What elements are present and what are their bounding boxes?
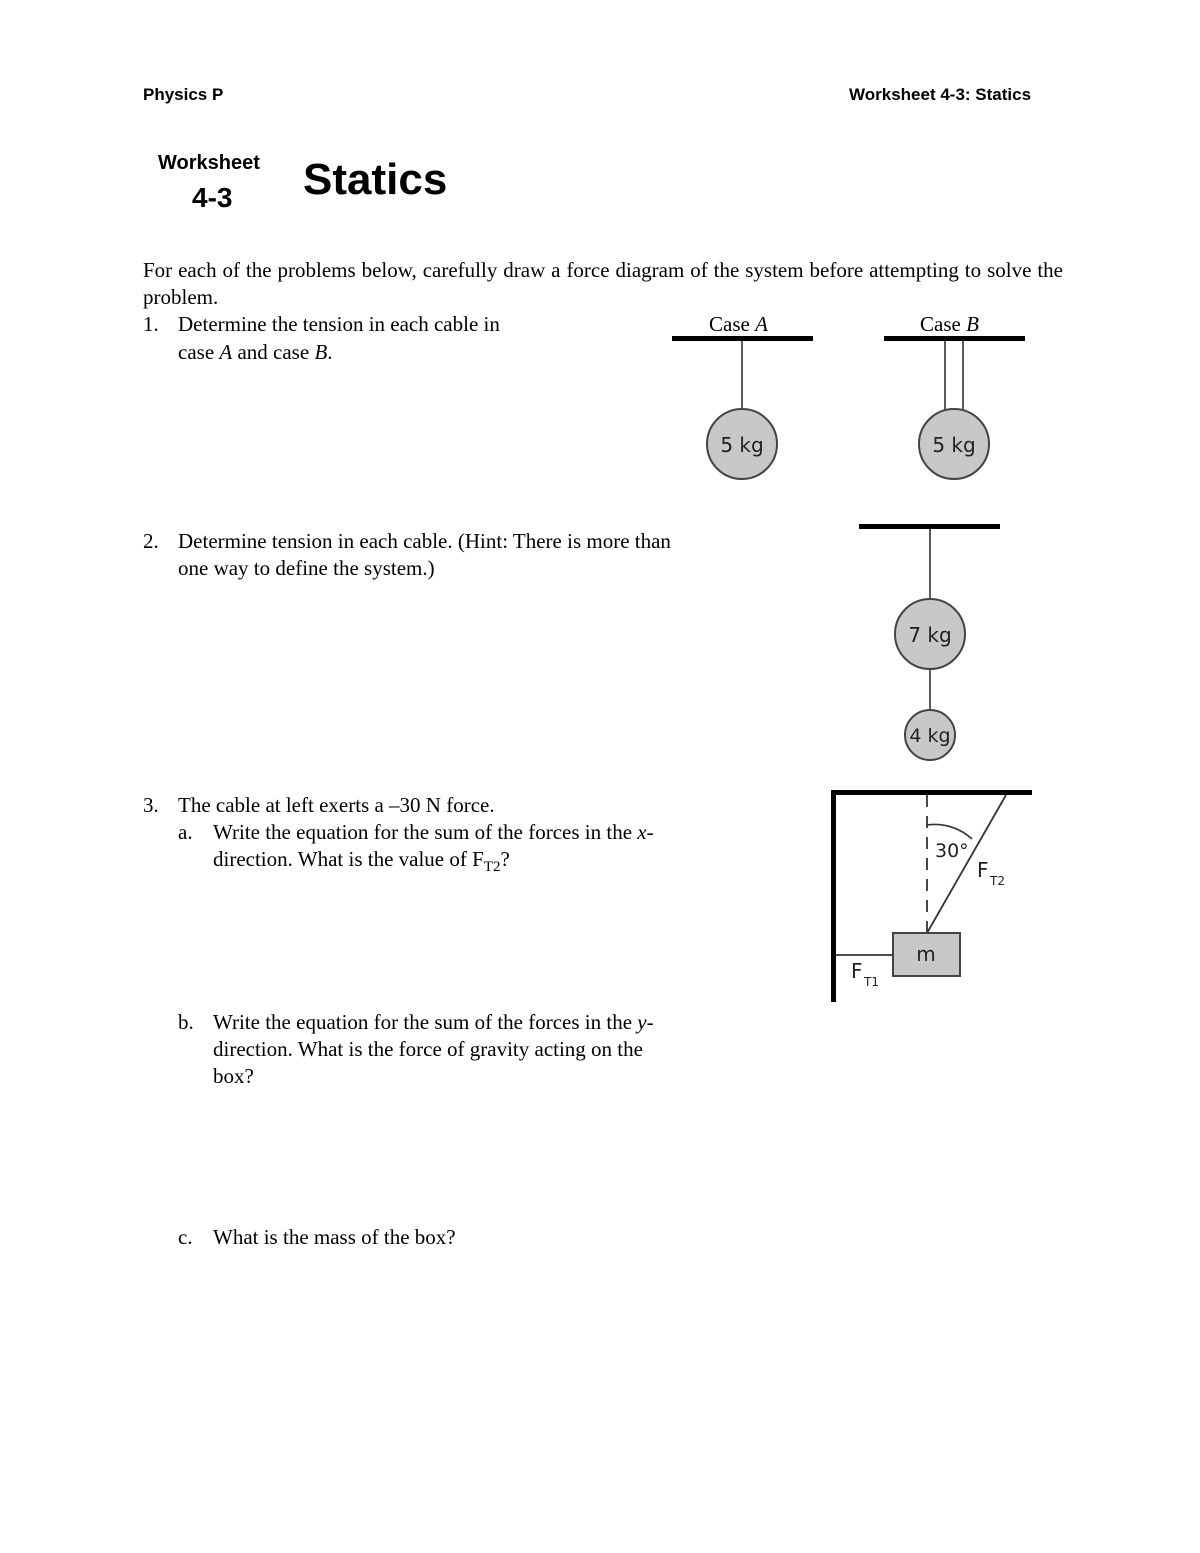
part-a-qmark: ? [500, 847, 510, 871]
part-c-letter: c. [178, 1225, 193, 1249]
problem-1-number: 1. [143, 312, 159, 336]
fig3-ft1-label: F [851, 959, 863, 983]
case-a-letter: A [755, 312, 768, 336]
problem-1-text-mid: and case [232, 340, 315, 364]
fig3-ft2-subscript: T2 [990, 874, 1005, 888]
case-b-letter: B [966, 312, 979, 336]
problem-2-number: 2. [143, 529, 159, 553]
part-a-text2: direction. What is the value of F [213, 847, 484, 871]
page-title: Statics [303, 155, 448, 204]
problem-3-text: The cable at left exerts a –30 N force. [178, 793, 495, 817]
part-b-letter: b. [178, 1010, 194, 1034]
case-a-var: A [219, 340, 233, 364]
part-c-line1: What is the mass of the box? [213, 1225, 456, 1249]
part-b-line3: box? [213, 1064, 254, 1088]
case-b-mass-label: 5 kg [932, 433, 976, 457]
case-a-mass-label: 5 kg [720, 433, 764, 457]
fig3-ceiling [831, 790, 1032, 795]
fig3-wall [831, 790, 836, 1002]
fig3-diagram [831, 790, 1032, 1002]
case-b-word: Case [920, 312, 967, 336]
problem-1-text-end: . [327, 340, 333, 364]
fig3-angle-label: 30° [935, 840, 969, 862]
problem-3-number: 3. [143, 793, 159, 817]
part-b-text: Write the equation for the sum of the forces in the [213, 1010, 638, 1034]
intro-text: For each of the problems below, carefully draw a force diagram of the system before attempting to solve the problem. [143, 258, 1063, 309]
case-a-diagram [672, 336, 813, 479]
fig3-box-label: m [916, 942, 936, 966]
fig2-bottom-mass-label: 4 kg [909, 725, 951, 747]
fig3-ft2-label: F [977, 858, 989, 882]
problem-1-line1: Determine the tension in each cable in [178, 312, 500, 336]
part-b-hyphen: - [646, 1010, 654, 1034]
case-b-diagram [884, 336, 1025, 479]
worksheet-number: 4-3 [192, 182, 233, 213]
fig2-top-mass-label: 7 kg [908, 623, 952, 647]
course-title: Physics P [143, 85, 224, 104]
fig3-cable-ft2 [927, 795, 1006, 933]
part-a-text: Write the equation for the sum of the forces in the [213, 820, 638, 844]
part-b-line2: direction. What is the force of gravity acting on the [213, 1037, 643, 1061]
fig2-ceiling [859, 524, 1000, 529]
case-a-word: Case [709, 312, 756, 336]
worksheet-reference: Worksheet 4-3: Statics [849, 85, 1032, 104]
case-b-var: B [314, 340, 328, 364]
x-var: x [637, 820, 647, 844]
problem-2-line2: one way to define the system.) [178, 556, 435, 580]
case-a-ceiling [672, 336, 813, 341]
fig3-angle-arc [927, 824, 972, 839]
problem-1-text: case [178, 340, 220, 364]
fig3-ft1-subscript: T1 [864, 975, 879, 989]
case-b-ceiling [884, 336, 1025, 341]
worksheet-label: Worksheet [158, 152, 260, 174]
part-a-letter: a. [178, 820, 193, 844]
fig2-diagram [859, 524, 1000, 760]
problem-2-line1: Determine tension in each cable. (Hint: There is more than [178, 529, 671, 553]
part-a-hyphen: - [646, 820, 654, 844]
ft2-subscript: T2 [483, 859, 501, 876]
y-var: y [637, 1010, 647, 1034]
